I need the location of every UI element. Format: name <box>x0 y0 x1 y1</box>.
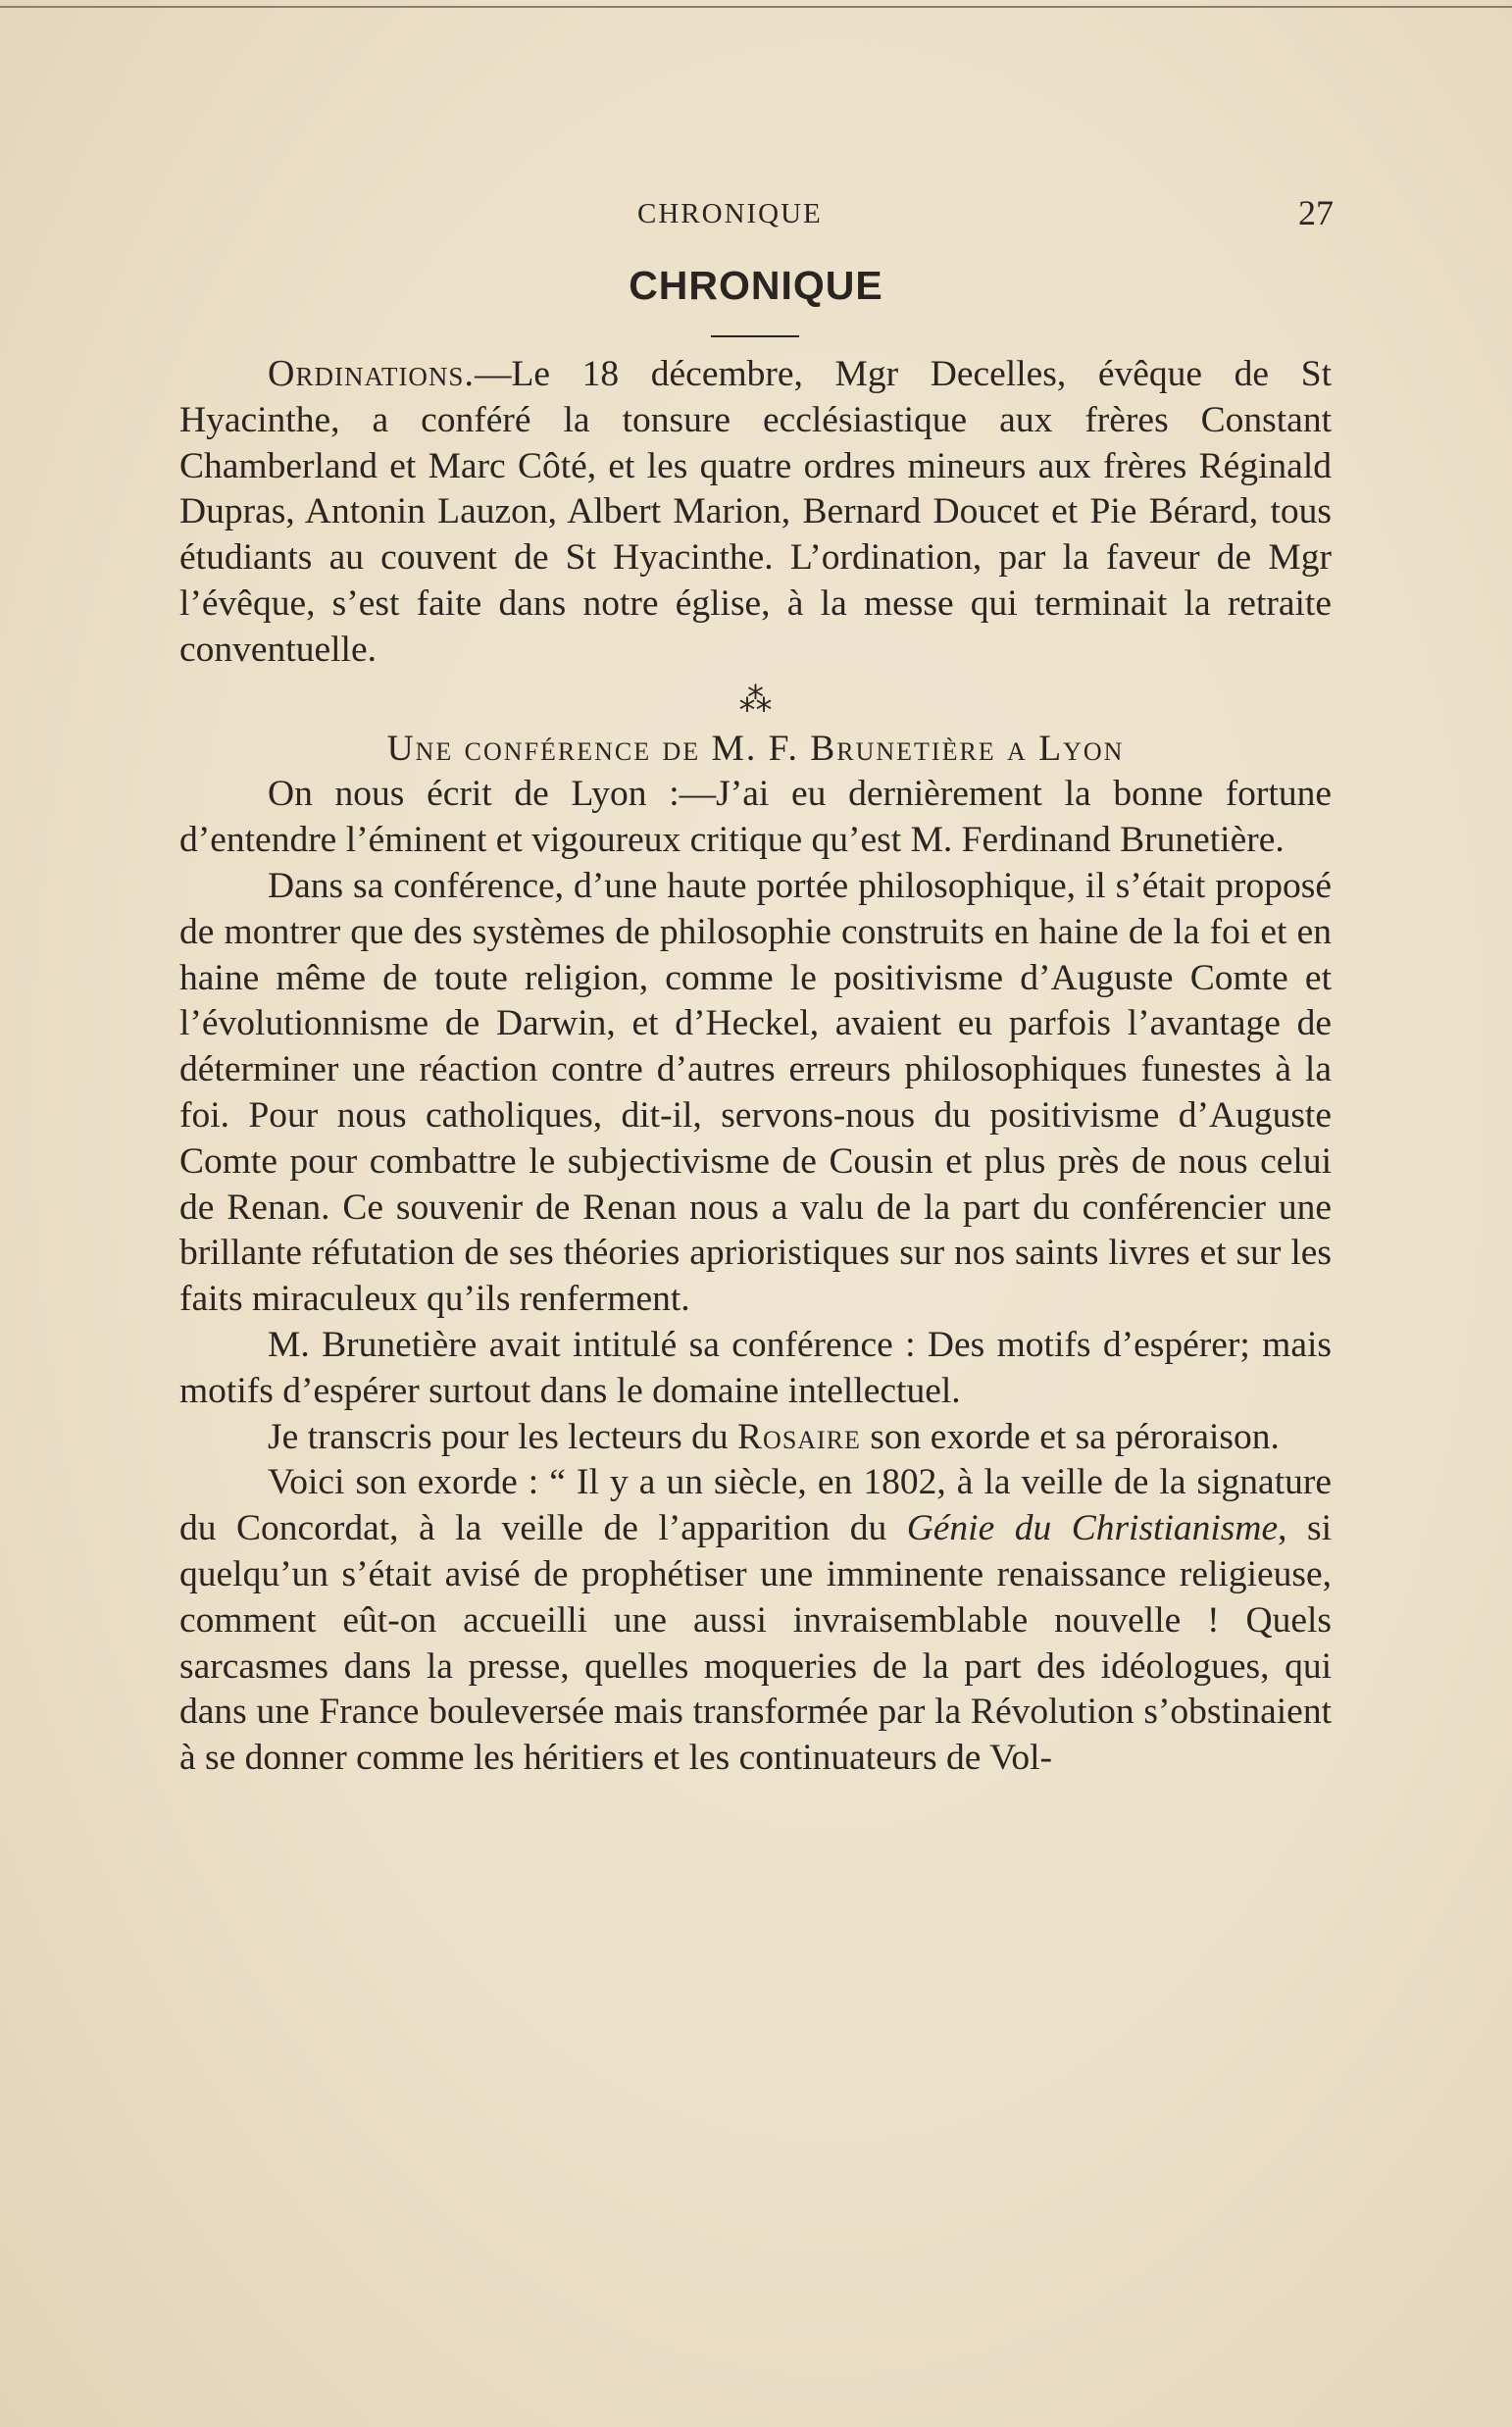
top-edge-line <box>0 6 1512 8</box>
page-title: CHRONIQUE <box>629 263 883 308</box>
running-title: CHRONIQUE <box>637 198 823 229</box>
title-rule <box>711 335 799 337</box>
section-heading: Une conférence de M. F. Brunetière a Lyon <box>386 728 1125 769</box>
page-number: 27 <box>1298 193 1334 232</box>
asterism-divider: ⁂ <box>738 680 773 720</box>
paragraph-ordinations <box>179 351 1332 674</box>
book-title: Génie du Christianisme <box>906 1508 1279 1549</box>
paragraph-text: —Le 18 décembre, Mgr Decelles, évêque de St Hyacinthe, a conféré la tonsure ecclésiastique aux frères Constant Chamberland et Marc Côté, et les quatre ordres mineurs aux frères Réginald Dupras, Antonin Lauzon, Albert Marion, Bernard Doucet et Pie Bérard, tous étudiants au couvent de St Hyacinthe. L’ordination, par la faveur de Mgr l’évêque, s’est faite dans notre église, à la messe qui terminait la retraite conventuelle. <box>179 354 1332 670</box>
text-segment: Voici son exorde : “ Il y a un siècle, en 1802, à la veille de la signature du Concordat, à la veille de l’apparition du <box>179 1462 1332 1549</box>
article-body <box>179 351 1332 1782</box>
text-segment: Je transcris pour les lecteurs du <box>268 1416 738 1457</box>
text-segment: son exorde et sa péroraison. <box>860 1416 1280 1457</box>
paragraph-title-of-conference: M. Brunetière avait intitulé sa conférence : Des motifs d’espérer; mais motifs d’espérer surtout dans le domaine intellectuel. <box>179 1324 1332 1411</box>
paragraph-lead: Ordinations. <box>268 353 475 394</box>
running-head <box>176 193 1334 237</box>
paragraph-conference: Dans sa conférence, d’une haute portée philosophique, il s’était proposé de montrer que des systèmes de philosophie construits en haine de la foi et en haine même de toute religion, comme le positivisme d’Auguste Comte et l’évolutionnisme de Darwin, et d’Heckel, avaient eu parfois l’avantage de déterminer une réaction contre d’autres erreurs philosophiques funestes à la foi. Pour nous catholiques, dit-il, servons-nous du positivisme d’Auguste Comte pour combattre le subjectivisme de Cousin et plus près de nous celui de Renan. Ce souvenir de Renan nous a valu de la part du conférencier une brillante réfutation de ses théories aprioristiques sur nos saints livres et sur les faits miraculeux qu’ils renferment. <box>179 865 1332 1320</box>
paragraph-exorde <box>179 1460 1332 1782</box>
rosaire-name: Rosaire <box>737 1416 861 1457</box>
text-segment: , si quelqu’un s’était avisé de prophétiser une imminente renaissance religieuse, comment eût-on accueilli une aussi invraisemblable nouvelle ! Quels sarcasmes dans la presse, quelles moqueries de la part des idéologues, qui dans une France bouleversée mais transformée par la Révolution s’obstinaient à se donner comme les héritiers et les continuateurs de Vol- <box>179 1508 1333 1779</box>
paragraph-transcription <box>179 1415 1332 1461</box>
paragraph-lyon-letter: On nous écrit de Lyon :—J’ai eu dernièrement la bonne fortune d’entendre l’éminent et vigoureux critique qu’est M. Ferdinand Brunetière. <box>179 774 1332 861</box>
